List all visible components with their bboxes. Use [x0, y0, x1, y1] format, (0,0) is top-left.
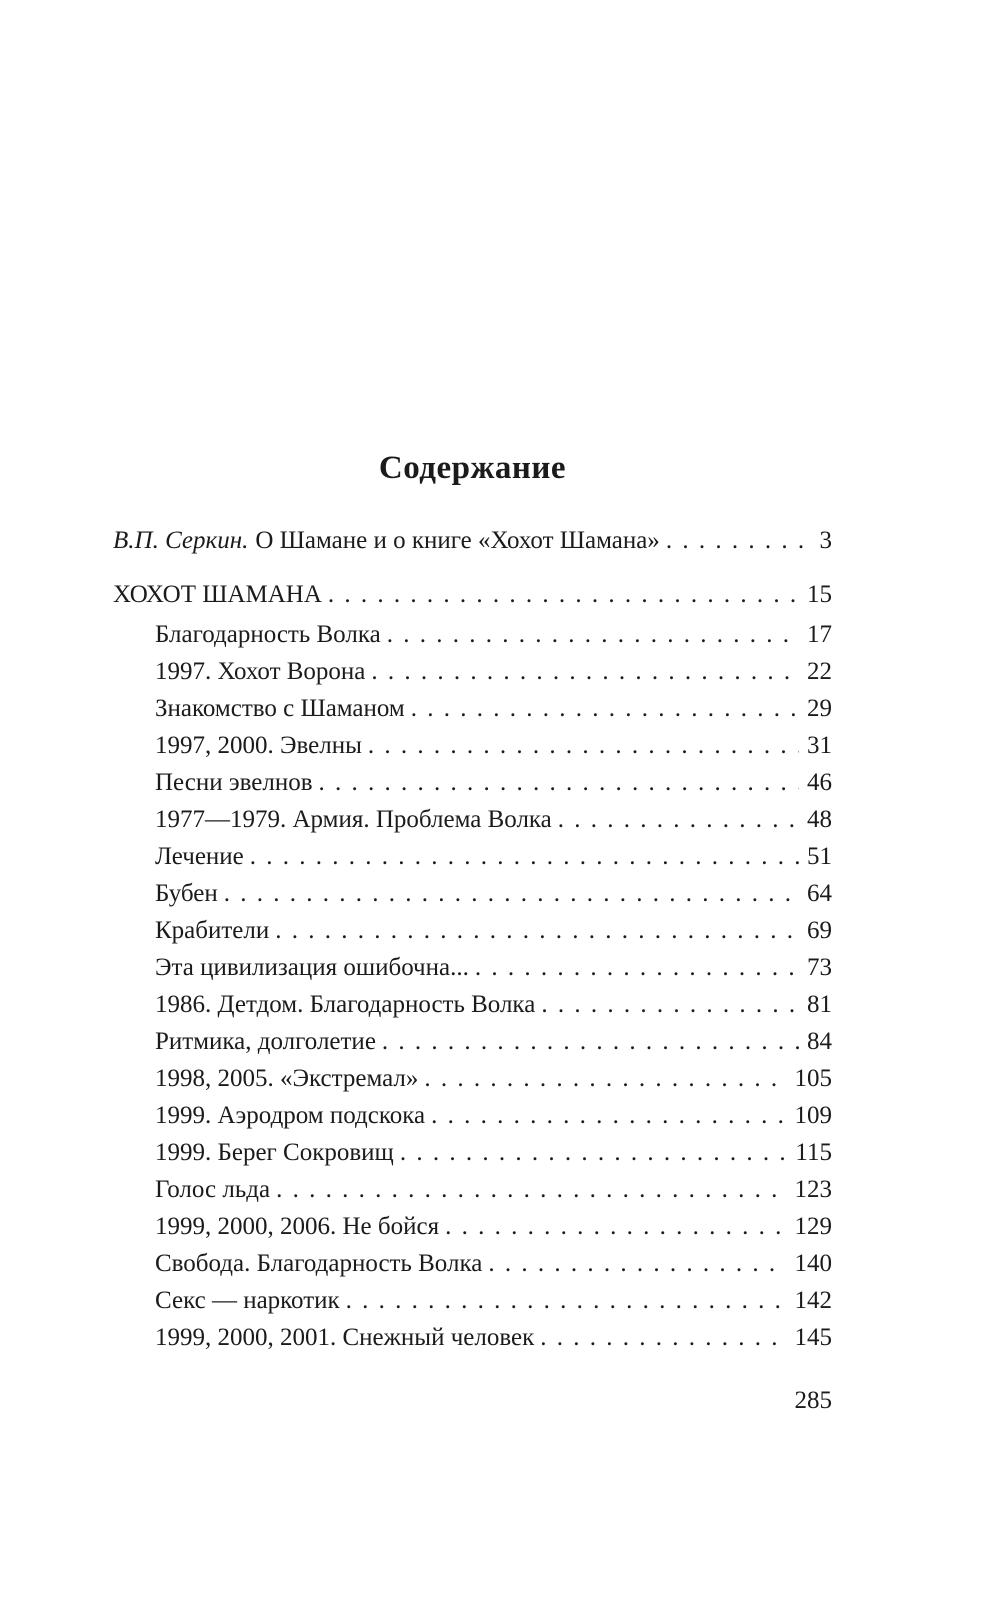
toc-entry-page: 84 [807, 1028, 832, 1055]
toc-entry-title: Знакомство с Шаманом [155, 695, 405, 722]
toc-entry-title: 1998, 2005. «Экстремал» [155, 1065, 419, 1092]
toc-entry-page: 46 [807, 769, 832, 796]
toc-entry [113, 1251, 832, 1276]
toc-entry [113, 1325, 832, 1350]
toc-entry-page: 123 [794, 1176, 832, 1203]
toc-entry-title: 1999, 2000, 2006. Не бойся [155, 1213, 440, 1240]
toc-entry-page: 64 [807, 880, 832, 907]
toc-entry-page: 105 [794, 1065, 832, 1092]
toc-entry [113, 1140, 832, 1165]
dot-leader [218, 881, 799, 906]
dot-leader [439, 1214, 786, 1239]
toc-entry-page: 17 [807, 621, 832, 648]
toc-entry-title: 1986. Детдом. Благодарность Волка [155, 991, 536, 1018]
toc-entry [113, 1177, 832, 1202]
dot-leader [340, 1288, 787, 1313]
toc-entry-page: 142 [794, 1287, 832, 1314]
dot-leader [322, 582, 799, 607]
toc-entry-page: 22 [807, 658, 832, 685]
toc-entry-title: Ритмика, долголетие [155, 1028, 376, 1055]
toc-entry-page: 3 [819, 527, 832, 554]
dot-leader [365, 659, 799, 684]
toc-entry-title: Лечение [155, 843, 244, 870]
toc-entry-page: 15 [807, 581, 832, 608]
toc-entry [113, 582, 832, 607]
toc-entry-title: Крабители [155, 917, 270, 944]
toc-entry [113, 770, 832, 795]
toc-entry-page: 115 [795, 1139, 832, 1166]
toc-entry-title: О Шамане и о книге «Хохот Шамана» [255, 527, 660, 554]
page-number: 285 [794, 1387, 832, 1414]
dot-leader [660, 528, 812, 553]
toc-entry [113, 844, 832, 869]
toc-entry-title: Благодарность Волка [155, 621, 381, 648]
dot-leader [425, 1103, 786, 1128]
toc-entry-page: 51 [807, 843, 832, 870]
toc-entry-page: 69 [807, 917, 832, 944]
toc-entry [113, 659, 832, 684]
dot-leader [362, 733, 799, 758]
dot-leader [269, 918, 799, 943]
toc-entry-page: 81 [807, 991, 832, 1018]
toc-entry-title: 1997, 2000. Эвелны [155, 732, 362, 759]
toc-entry [113, 622, 832, 647]
toc-entry-page: 140 [794, 1250, 832, 1277]
toc-entry-page: 29 [807, 695, 832, 722]
dot-leader [418, 1066, 786, 1091]
dot-leader [405, 696, 799, 721]
toc-entry [113, 1029, 832, 1054]
toc-entry-page: 31 [807, 732, 832, 759]
toc-entry [113, 1214, 832, 1239]
toc-entry [113, 881, 832, 906]
dot-leader [469, 955, 799, 980]
toc-entry-author: В.П. Серкин. [113, 527, 249, 554]
dot-leader [313, 770, 799, 795]
toc-entry-title: Свобода. Благодарность Волка [155, 1250, 483, 1277]
dot-leader [482, 1251, 786, 1276]
toc-entry-title: Эта цивилизация ошибочна... [155, 954, 469, 981]
dot-leader [376, 1029, 799, 1054]
page-title: Содержание [378, 450, 567, 486]
toc-entry [113, 733, 832, 758]
toc-entry-title: 1997. Хохот Ворона [155, 658, 366, 685]
toc-entry-title: 1999, 2000, 2001. Снежный человек [155, 1324, 535, 1351]
dot-leader [534, 1325, 786, 1350]
toc-entry-title: ХОХОТ ШАМАНА [113, 581, 322, 608]
toc-entry-title: 1977—1979. Армия. Проблема Волка [155, 806, 552, 833]
dot-leader [270, 1177, 786, 1202]
toc-entry-title: 1999. Аэродром подскока [155, 1102, 426, 1129]
toc-entry [113, 696, 832, 721]
toc-entry-title: Бубен [155, 880, 218, 907]
toc-entry [113, 1288, 832, 1313]
toc-entry-page: 145 [794, 1324, 832, 1351]
toc-entry [113, 807, 832, 832]
dot-leader [552, 807, 799, 832]
toc-entry [113, 918, 832, 943]
toc-entry [113, 955, 832, 980]
toc-entry [113, 1066, 832, 1091]
dot-leader [381, 622, 799, 647]
toc-entry-title: Секс — наркотик [155, 1287, 340, 1314]
toc-entry-page: 73 [807, 954, 832, 981]
toc-entry-page: 129 [794, 1213, 832, 1240]
toc-entry-title: Песни эвелнов [155, 769, 313, 796]
toc-entry-page: 48 [807, 806, 832, 833]
dot-leader [394, 1140, 788, 1165]
toc-entry [113, 992, 832, 1017]
toc-entry-title: 1999. Берег Сокровищ [155, 1139, 394, 1166]
toc-list [113, 528, 832, 1350]
dot-leader [535, 992, 799, 1017]
dot-leader [244, 844, 799, 869]
toc-entry-page: 109 [794, 1102, 832, 1129]
toc-entry [113, 1103, 832, 1128]
toc-entry-title: Голос льда [155, 1176, 271, 1203]
toc-entry [113, 528, 832, 553]
